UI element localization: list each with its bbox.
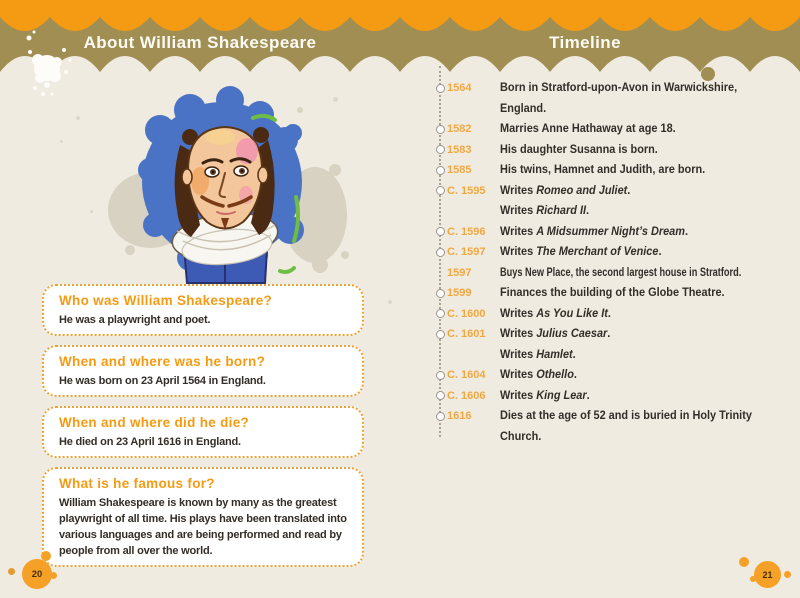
timeline-event-text: Writes King Lear. (500, 389, 590, 402)
timeline-event-text: His daughter Susanna is born. (500, 143, 658, 156)
timeline-row-line (430, 283, 800, 304)
timeline-row-line (430, 181, 800, 202)
timeline-event-text: Writes Romeo and Juliet. (500, 184, 631, 197)
paper-speck (76, 116, 80, 120)
timeline-row-line (430, 242, 800, 263)
timeline-year: 1564 (447, 82, 472, 95)
timeline-year: 1582 (447, 123, 472, 136)
right-page-title: Timeline (549, 33, 621, 52)
faq-answer: William Shakespeare is known by many as the greatest playwright of all time. His plays have been translated into various languages and are being performed and read by people from all over the world. (59, 497, 347, 557)
timeline-year: C. 1597 (447, 246, 486, 259)
timeline-row-line (430, 324, 800, 345)
faq-question: When and where did he die? (59, 415, 250, 430)
timeline-year: C. 1600 (447, 307, 486, 320)
paper-speck (60, 140, 63, 143)
timeline-year: 1616 (447, 410, 472, 423)
timeline-year: 1585 (447, 164, 472, 177)
timeline-marker-dot (436, 166, 445, 175)
timeline-row-line (430, 263, 800, 284)
faq-question: What is he famous for? (59, 476, 215, 491)
faq-answer: He was born on 23 April 1564 in England. (59, 375, 266, 387)
timeline-marker-dot (436, 248, 445, 257)
page-number-left: 20 (22, 559, 52, 589)
timeline-row-line (430, 427, 800, 448)
timeline-event-text: Writes Richard II. (500, 205, 590, 218)
timeline-list (430, 78, 800, 447)
page-blob-dot (784, 571, 791, 578)
timeline-year: 1599 (447, 287, 472, 300)
paper-speck (90, 210, 93, 213)
paper-speck (388, 300, 392, 304)
timeline-marker-dot (436, 145, 445, 154)
timeline-event-text: His twins, Hamnet and Judith, are born. (500, 164, 706, 177)
timeline-marker-dot (436, 125, 445, 134)
timeline-marker-dot (436, 309, 445, 318)
timeline-marker-dot (436, 412, 445, 421)
timeline-marker-dot (436, 186, 445, 195)
page-number-right: 21 (754, 561, 781, 588)
page-blob-dot (739, 557, 749, 567)
timeline-event-text: Dies at the age of 52 and is buried in Holy Trinity (500, 410, 752, 423)
timeline-year: 1583 (447, 143, 472, 156)
faq-list (42, 284, 364, 576)
timeline-event-text: Writes Othello. (500, 369, 577, 382)
timeline-year: 1597 (447, 266, 472, 279)
timeline-year: C. 1604 (447, 369, 486, 382)
left-page-title: About William Shakespeare (83, 33, 317, 52)
timeline-row-line (430, 99, 800, 120)
faq-answer: He was a playwright and poet. (59, 314, 211, 326)
timeline-event-text: Buys New Place, the second largest house in Stratford. (500, 266, 742, 279)
timeline-event-text: Writes Julius Caesar. (500, 328, 611, 341)
timeline-row-line (430, 304, 800, 325)
timeline-event-text: Born in Stratford-upon-Avon in Warwickshire, (500, 82, 738, 95)
page-blob-dot (8, 568, 15, 575)
timeline-row-line (430, 365, 800, 386)
timeline-event-text: Writes Hamlet. (500, 348, 576, 361)
timeline-event-text: Church. (500, 430, 542, 443)
faq-box (42, 406, 364, 458)
timeline-event-text: England. (500, 102, 547, 115)
timeline-marker-dot (436, 289, 445, 298)
timeline-row-line (430, 140, 800, 161)
faq-box (42, 467, 364, 567)
timeline-row-line (430, 201, 800, 222)
timeline-marker-dot (436, 391, 445, 400)
timeline-row-line (430, 160, 800, 181)
timeline-event-text: Marries Anne Hathaway at age 18. (500, 123, 676, 136)
timeline-marker-dot (436, 371, 445, 380)
faq-answer: He died on 23 April 1616 in England. (59, 436, 241, 448)
timeline-row-line (430, 406, 800, 427)
timeline-row-line (430, 119, 800, 140)
timeline-year: C. 1596 (447, 225, 486, 238)
faq-question: Who was William Shakespeare? (59, 293, 273, 308)
faq-box (42, 345, 364, 397)
timeline-row-line (430, 222, 800, 243)
timeline-year: C. 1595 (447, 184, 486, 197)
timeline-year: C. 1606 (447, 389, 486, 402)
faq-question: When and where was he born? (59, 354, 266, 369)
timeline-row-line (430, 386, 800, 407)
timeline-event-text: Writes The Merchant of Venice. (500, 246, 662, 259)
faq-box (42, 284, 364, 336)
timeline-event-text: Writes As You Like It. (500, 307, 611, 320)
timeline-marker-dot (436, 84, 445, 93)
timeline-event-text: Writes A Midsummer Night’s Dream. (500, 225, 689, 238)
timeline-row-line (430, 345, 800, 366)
timeline-marker-dot (436, 227, 445, 236)
timeline-event-text: Finances the building of the Globe Theatre. (500, 287, 725, 300)
timeline-year: C. 1601 (447, 328, 486, 341)
shakespeare-portrait-illustration (95, 85, 355, 285)
timeline-row-line (430, 78, 800, 99)
timeline-marker-dot (436, 330, 445, 339)
